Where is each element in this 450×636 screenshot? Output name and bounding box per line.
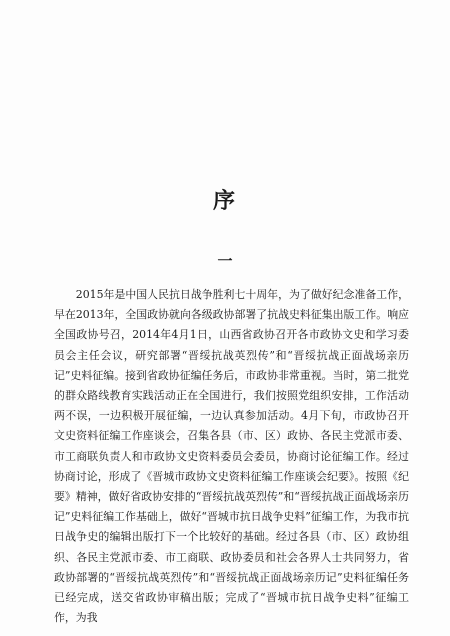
section-number: 一 <box>217 252 233 270</box>
preface-title: 序 <box>212 188 237 214</box>
preface-paragraph: 2015年是中国人民抗日战争胜利七十周年，为了做好纪念准备工作，早在2013年，全国政协就向各级政协部署了抗战史料征集出版工作。响应全国政协号召，2014年4月1日，山西省政协召开各市政协文史和学习委员会主任会议，研究部署“晋绥抗战英烈传”和“晋绥抗战正面战场亲历记”史料征编。接到省政协征编任务后，市政协非常重视。当时，第二批党的群众路线教育实践活动正在全国进行，我们按照党组织安排，工作活动两不误，一边积极开展征编，一边认真参加活动。4月下旬，市政协召开文史资料征编工作座谈会，召集各县（市、区）政协、各民主党派市委、市工商联负责人和市政协文史资料委员会委员，协商讨论征编工作。经过协商讨论，形成了《晋城市政协文史资料征编工作座谈会纪要》。按照《纪要》精神，做好省政协安排的“晋绥抗战英烈传”和“晋绥抗战正面战场亲历记”史料征编工作基础上，做好“晋城市抗日战争史料”征编工作，为我市抗日战争史的编辑出版打下一个比较好的基础。经过各县（市、区）政协组织、各民主党派市委、市工商联、政协委员和社会各界人士共同努力，省政协部署的“晋绥抗战英烈传”和“晋绥抗战正面战场亲历记”史料征编任务已经完成，送交省政协审稿出版；完成了“晋城市抗日战争史料”征编工作，为我 <box>54 288 409 625</box>
